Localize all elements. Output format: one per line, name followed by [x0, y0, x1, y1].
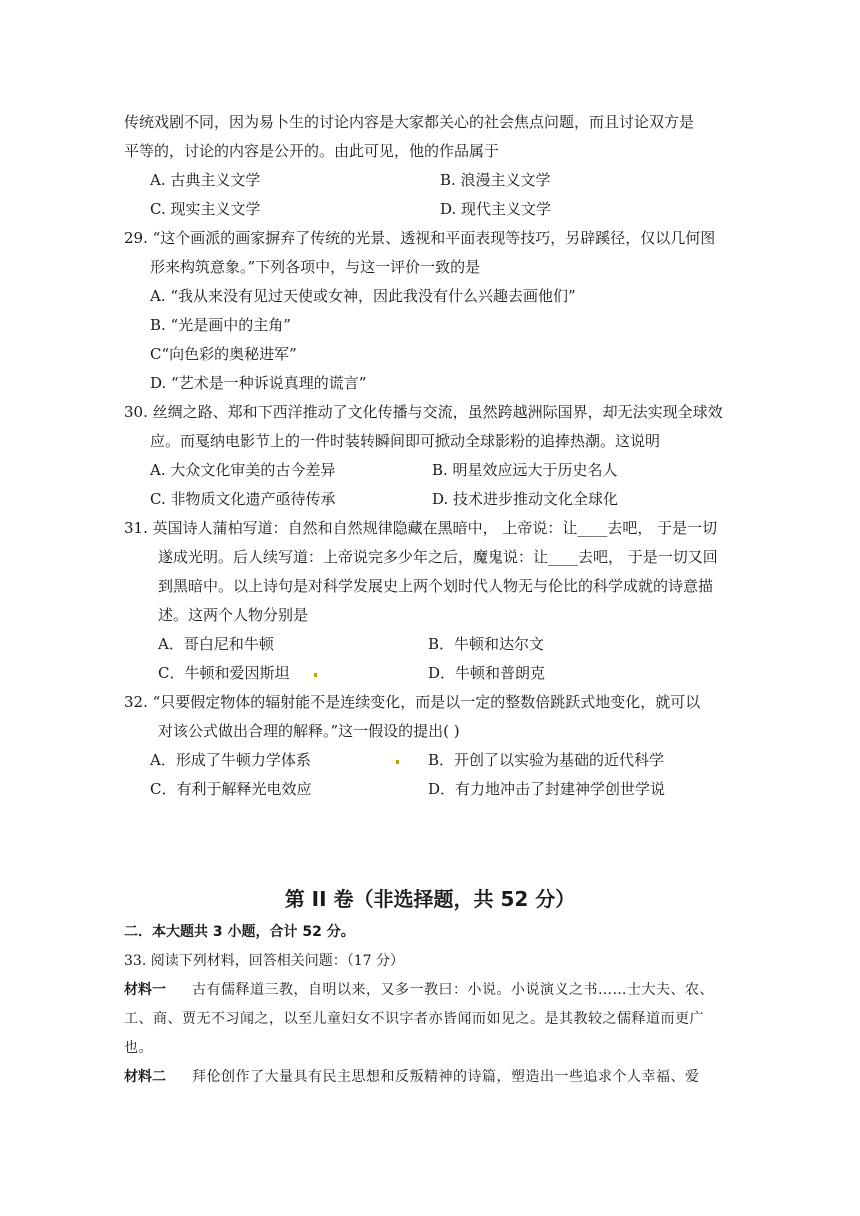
- q31-option-c: C．牛顿和爱因斯坦: [158, 664, 290, 682]
- q28-line-1: 传统戏剧不同，因为易卜生的讨论内容是大家都关心的社会焦点问题，而且讨论双方是: [124, 113, 695, 131]
- material-2-text-1: 拜伦创作了大量具有民主思想和反叛精神的诗篇，塑造出一些追求个人幸福、爱: [192, 1069, 700, 1085]
- q33-material-2-line-1: [124, 1067, 700, 1087]
- q31-line-4: 述。这两个人物分别是: [158, 606, 309, 624]
- material-1-text-1: 古有儒释道三教，自明以来，又多一教曰：小说。小说演义之书……士大夫、农、: [192, 982, 714, 998]
- q31-option-d: D．牛顿和普朗克: [428, 664, 546, 682]
- q31-line-2: 遂成光明。后人续写道：上帝说完多少年之后，魔鬼说：让____去吧， 于是一切又回: [158, 548, 718, 566]
- q33-line-1: 33. 阅读下列材料，回答相关问题：（17 分）: [124, 953, 404, 969]
- material-2-label: 材料二: [124, 1069, 166, 1085]
- q28-option-c: C. 现实主义文学: [150, 200, 261, 218]
- q29-line-1: 29. “这个画派的画家摒弃了传统的光景、透视和平面表现等技巧，另辟蹊径，仅以几何图: [124, 229, 716, 247]
- q29-option-b: B. “光是画中的主角”: [150, 316, 291, 334]
- q30-option-a: A. 大众文化审美的古今差异: [150, 461, 336, 479]
- q32-option-b: B．开创了以实验为基础的近代科学: [428, 751, 665, 769]
- q31-option-a: A．哥白尼和牛顿: [158, 635, 274, 653]
- q30-option-d: D. 技术进步推动文化全球化: [432, 490, 619, 508]
- q32-option-d: D．有力地冲击了封建神学创世学说: [428, 780, 666, 798]
- q32-line-1: 32. “只要假定物体的辐射能不是连续变化，而是以一定的整数倍跳跃式地变化，就可以: [124, 693, 701, 711]
- stray-mark: [396, 760, 399, 764]
- q33-material-1-line-1: [124, 980, 714, 1000]
- q33-material-1-line-3: 也。: [124, 1040, 153, 1056]
- q31-option-b: B．牛顿和达尔文: [428, 635, 545, 653]
- q28-option-b: B. 浪漫主义文学: [440, 171, 551, 189]
- q31-line-1: 31. 英国诗人蒲柏写道：自然和自然规律隐藏在黑暗中， 上帝说：让____去吧， 于是一切: [124, 519, 718, 537]
- section-subtitle: 二．本大题共 3 小题，合计 52 分。: [124, 924, 355, 940]
- q30-option-b: B. 明星效应远大于历史名人: [432, 461, 618, 479]
- q32-option-a: A．形成了牛顿力学体系: [150, 751, 311, 769]
- section-title: 第 II 卷（非选择题，共 52 分）: [284, 887, 576, 911]
- q32-line-2: 对该公式做出合理的解释。”这一假设的提出( ): [158, 722, 460, 740]
- q33-material-1-line-2: 工、商、贾无不习闻之，以至儿童妇女不识字者亦皆闻而如见之。是其教较之儒释道而更广: [124, 1011, 704, 1027]
- material-1-label: 材料一: [124, 982, 166, 998]
- q30-option-c: C. 非物质文化遗产亟待传承: [150, 490, 336, 508]
- q29-option-a: A. “我从来没有见过天使或女神，因此我没有什么兴趣去画他们”: [150, 287, 576, 305]
- q31-line-3: 到黑暗中。以上诗句是对科学发展史上两个划时代人物无与伦比的科学成就的诗意描: [158, 577, 714, 595]
- q30-line-2: 应。而戛纳电影节上的一件时装转瞬间即可掀动全球影粉的追捧热潮。这说明: [150, 432, 661, 450]
- q29-option-d: D. “艺术是一种诉说真理的谎言”: [150, 374, 367, 392]
- q32-option-c: C．有利于解释光电效应: [150, 780, 312, 798]
- q30-line-1: 30. 丝绸之路、郑和下西洋推动了文化传播与交流，虽然跨越洲际国界，却无法实现全球效: [124, 403, 723, 421]
- q29-line-2: 形来构筑意象。”下列各项中，与这一评价一致的是: [150, 258, 481, 276]
- q28-option-d: D. 现代主义文学: [440, 200, 552, 218]
- stray-mark: [314, 673, 317, 677]
- q28-line-2: 平等的，讨论的内容是公开的。由此可见，他的作品属于: [124, 142, 500, 160]
- q29-option-c: C“向色彩的奥秘进军”: [150, 345, 297, 363]
- q28-option-a: A. 古典主义文学: [150, 171, 261, 189]
